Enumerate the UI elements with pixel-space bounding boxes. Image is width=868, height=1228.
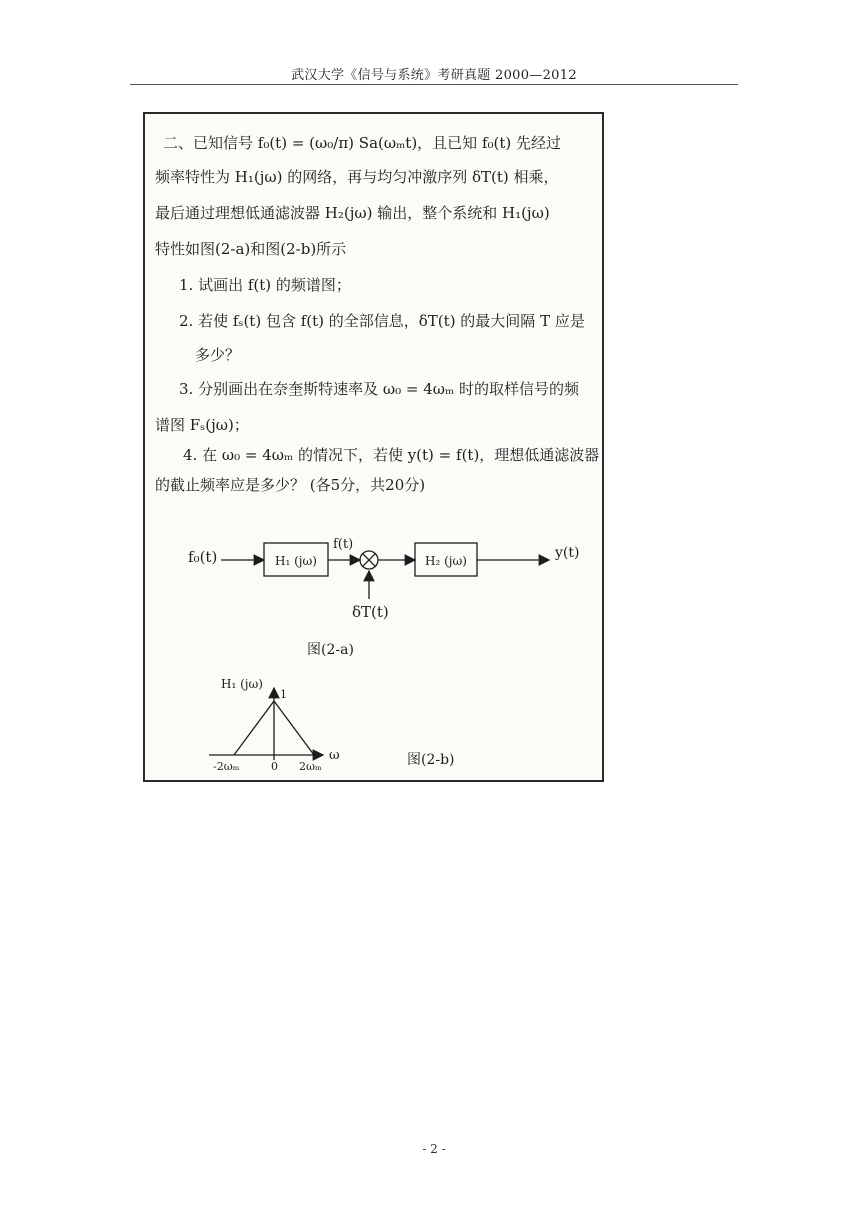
caption-2a: 图(2-a) bbox=[307, 642, 354, 658]
h1-axis-label: H₁ (jω) bbox=[221, 677, 263, 691]
tick-neg: -2ωₘ bbox=[213, 760, 240, 773]
problem-line-8: 3. 分别画出在奈奎斯特速率及 ω₀ = 4ωₘ 时的取样信号的频 bbox=[179, 380, 579, 398]
h1-label: H₁ (jω) bbox=[275, 554, 317, 568]
tick-zero: 0 bbox=[271, 760, 278, 773]
mid-label: f(t) bbox=[333, 537, 354, 552]
page-number: - 2 - bbox=[422, 1142, 446, 1156]
tick-pos: 2ωₘ bbox=[299, 760, 322, 773]
peak-label: 1 bbox=[280, 688, 287, 701]
problem-line-6: 2. 若使 fₛ(t) 包含 f(t) 的全部信息，δT(t) 的最大间隔 T 应是 bbox=[179, 312, 585, 330]
impulse-label: δT(t) bbox=[352, 603, 389, 621]
output-label: y(t) bbox=[555, 545, 580, 561]
problem-line-10: 4. 在 ω₀ = 4ωₘ 的情况下，若使 y(t) = f(t)，理想低通滤波器 bbox=[183, 446, 600, 464]
omega-label: ω bbox=[329, 748, 340, 763]
problem-line-4: 特性如图(2-a)和图(2-b)所示 bbox=[155, 240, 347, 258]
caption-2b: 图(2-b) bbox=[407, 752, 455, 768]
input-label: f₀(t) bbox=[188, 548, 218, 566]
problem-line-9: 谱图 Fₛ(jω)； bbox=[155, 416, 249, 434]
problem-line-7: 多少？ bbox=[195, 346, 241, 364]
h2-label: H₂ (jω) bbox=[425, 554, 467, 568]
block-diagram bbox=[145, 114, 602, 780]
problem-line-3: 最后通过理想低通滤波器 H₂(jω) 输出，整个系统和 H₁(jω) bbox=[155, 204, 550, 222]
scanned-problem bbox=[143, 112, 604, 782]
problem-line-5: 1. 试画出 f(t) 的频谱图； bbox=[179, 276, 351, 294]
problem-line-2: 频率特性为 H₁(jω) 的网络，再与均匀冲激序列 δT(t) 相乘， bbox=[155, 168, 559, 186]
problem-line-11: 的截止频率应是多少？ (各5分，共20分) bbox=[155, 476, 426, 494]
header-rule bbox=[130, 84, 738, 85]
problem-line-1: 二、已知信号 f₀(t) = (ω₀/π) Sa(ωₘt)，且已知 f₀(t) 先经过 bbox=[163, 134, 562, 152]
page-header: 武汉大学《信号与系统》考研真题 2000—2012 bbox=[291, 68, 577, 83]
